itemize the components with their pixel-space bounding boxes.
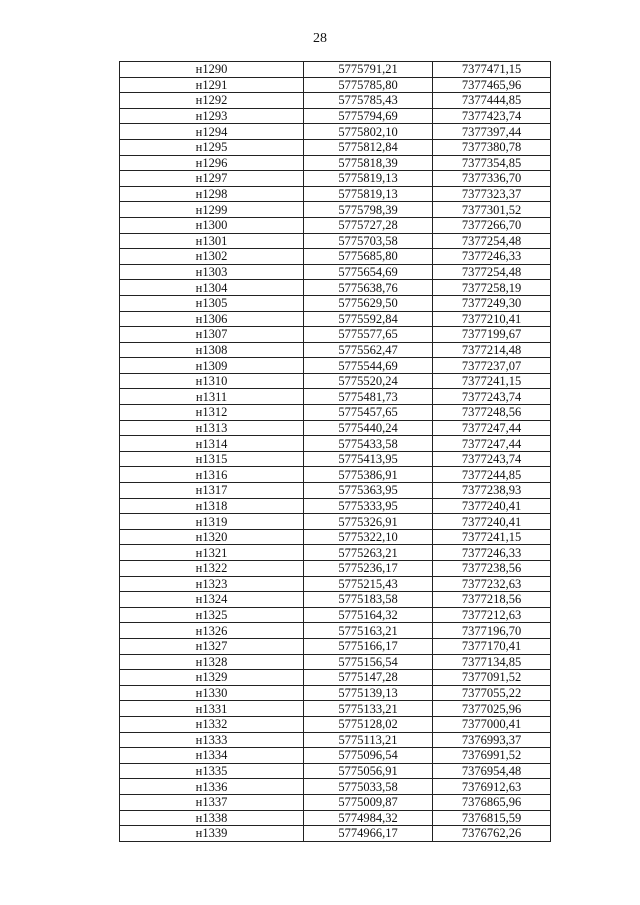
x-coordinate-cell: 5775638,76 [304, 280, 433, 296]
table-row [120, 732, 551, 748]
y-coordinate-cell: 7377237,07 [433, 358, 551, 374]
point-id-cell: н1294 [120, 124, 304, 140]
x-coordinate-cell: 5775654,69 [304, 264, 433, 280]
x-coordinate-cell: 5775033,58 [304, 779, 433, 795]
point-id-cell: н1324 [120, 592, 304, 608]
x-coordinate-cell: 5775794,69 [304, 108, 433, 124]
table-row [120, 155, 551, 171]
y-coordinate-cell: 7377254,48 [433, 264, 551, 280]
table-row [120, 108, 551, 124]
y-coordinate-cell: 7377380,78 [433, 139, 551, 155]
y-coordinate-cell: 7377210,41 [433, 311, 551, 327]
x-coordinate-cell: 5775163,21 [304, 623, 433, 639]
y-coordinate-cell: 7376912,63 [433, 779, 551, 795]
table-row [120, 763, 551, 779]
y-coordinate-cell: 7377243,74 [433, 389, 551, 405]
x-coordinate-cell: 5775263,21 [304, 545, 433, 561]
y-coordinate-cell: 7377000,41 [433, 716, 551, 732]
point-id-cell: н1317 [120, 483, 304, 499]
table-row [120, 389, 551, 405]
point-id-cell: н1339 [120, 826, 304, 842]
table-row [120, 358, 551, 374]
y-coordinate-cell: 7377170,41 [433, 638, 551, 654]
x-coordinate-cell: 5775133,21 [304, 701, 433, 717]
page-number: 28 [313, 31, 327, 46]
table-row [120, 623, 551, 639]
table-row [120, 826, 551, 842]
table-row [120, 327, 551, 343]
y-coordinate-cell: 7377232,63 [433, 576, 551, 592]
point-id-cell: н1336 [120, 779, 304, 795]
table-row [120, 748, 551, 764]
y-coordinate-cell: 7377238,56 [433, 561, 551, 577]
y-coordinate-cell: 7377301,52 [433, 202, 551, 218]
point-id-cell: н1320 [120, 529, 304, 545]
point-id-cell: н1326 [120, 623, 304, 639]
point-id-cell: н1301 [120, 233, 304, 249]
x-coordinate-cell: 5775156,54 [304, 654, 433, 670]
x-coordinate-cell: 5775363,95 [304, 483, 433, 499]
x-coordinate-cell: 5775164,32 [304, 607, 433, 623]
x-coordinate-cell: 5775798,39 [304, 202, 433, 218]
x-coordinate-cell: 5775481,73 [304, 389, 433, 405]
table-row [120, 139, 551, 155]
x-coordinate-cell: 5775128,02 [304, 716, 433, 732]
table-row [120, 93, 551, 109]
point-id-cell: н1338 [120, 810, 304, 826]
x-coordinate-cell: 5775326,91 [304, 514, 433, 530]
x-coordinate-cell: 5775056,91 [304, 763, 433, 779]
y-coordinate-cell: 7377212,63 [433, 607, 551, 623]
x-coordinate-cell: 5775215,43 [304, 576, 433, 592]
y-coordinate-cell: 7377397,44 [433, 124, 551, 140]
point-id-cell: н1330 [120, 685, 304, 701]
point-id-cell: н1297 [120, 171, 304, 187]
table-row [120, 467, 551, 483]
table-row [120, 810, 551, 826]
y-coordinate-cell: 7376993,37 [433, 732, 551, 748]
y-coordinate-cell: 7377247,44 [433, 436, 551, 452]
y-coordinate-cell: 7377218,56 [433, 592, 551, 608]
table-row [120, 405, 551, 421]
x-coordinate-cell: 5775433,58 [304, 436, 433, 452]
x-coordinate-cell: 5775236,17 [304, 561, 433, 577]
point-id-cell: н1296 [120, 155, 304, 171]
x-coordinate-cell: 5775819,13 [304, 171, 433, 187]
point-id-cell: н1309 [120, 358, 304, 374]
y-coordinate-cell: 7377055,22 [433, 685, 551, 701]
point-id-cell: н1298 [120, 186, 304, 202]
y-coordinate-cell: 7376865,96 [433, 794, 551, 810]
x-coordinate-cell: 5775520,24 [304, 373, 433, 389]
x-coordinate-cell: 5774984,32 [304, 810, 433, 826]
point-id-cell: н1303 [120, 264, 304, 280]
point-id-cell: н1311 [120, 389, 304, 405]
point-id-cell: н1315 [120, 451, 304, 467]
table-row [120, 171, 551, 187]
point-id-cell: н1321 [120, 545, 304, 561]
table-row [120, 483, 551, 499]
table-row [120, 592, 551, 608]
table-row [120, 576, 551, 592]
coordinates-table-body [120, 62, 551, 842]
y-coordinate-cell: 7376954,48 [433, 763, 551, 779]
table-row [120, 342, 551, 358]
table-row [120, 545, 551, 561]
point-id-cell: н1333 [120, 732, 304, 748]
table-row [120, 498, 551, 514]
y-coordinate-cell: 7377465,96 [433, 77, 551, 93]
point-id-cell: н1307 [120, 327, 304, 343]
y-coordinate-cell: 7377025,96 [433, 701, 551, 717]
x-coordinate-cell: 5775009,87 [304, 794, 433, 810]
point-id-cell: н1322 [120, 561, 304, 577]
table-row [120, 280, 551, 296]
x-coordinate-cell: 5775333,95 [304, 498, 433, 514]
y-coordinate-cell: 7377244,85 [433, 467, 551, 483]
point-id-cell: н1302 [120, 249, 304, 265]
point-id-cell: н1335 [120, 763, 304, 779]
point-id-cell: н1316 [120, 467, 304, 483]
table-row [120, 264, 551, 280]
table-row [120, 529, 551, 545]
point-id-cell: н1295 [120, 139, 304, 155]
point-id-cell: н1331 [120, 701, 304, 717]
x-coordinate-cell: 5775322,10 [304, 529, 433, 545]
y-coordinate-cell: 7377249,30 [433, 295, 551, 311]
x-coordinate-cell: 5775629,50 [304, 295, 433, 311]
x-coordinate-cell: 5775812,84 [304, 139, 433, 155]
x-coordinate-cell: 5775592,84 [304, 311, 433, 327]
table-row [120, 77, 551, 93]
y-coordinate-cell: 7377258,19 [433, 280, 551, 296]
y-coordinate-cell: 7377423,74 [433, 108, 551, 124]
point-id-cell: н1290 [120, 62, 304, 78]
point-id-cell: н1299 [120, 202, 304, 218]
x-coordinate-cell: 5775818,39 [304, 155, 433, 171]
x-coordinate-cell: 5775544,69 [304, 358, 433, 374]
y-coordinate-cell: 7377134,85 [433, 654, 551, 670]
x-coordinate-cell: 5775785,43 [304, 93, 433, 109]
point-id-cell: н1323 [120, 576, 304, 592]
y-coordinate-cell: 7376991,52 [433, 748, 551, 764]
table-row [120, 561, 551, 577]
point-id-cell: н1337 [120, 794, 304, 810]
x-coordinate-cell: 5775727,28 [304, 217, 433, 233]
table-row [120, 701, 551, 717]
point-id-cell: н1329 [120, 670, 304, 686]
y-coordinate-cell: 7377240,41 [433, 498, 551, 514]
point-id-cell: н1305 [120, 295, 304, 311]
y-coordinate-cell: 7377240,41 [433, 514, 551, 530]
table-row [120, 436, 551, 452]
point-id-cell: н1313 [120, 420, 304, 436]
coordinates-table [119, 61, 551, 842]
y-coordinate-cell: 7377266,70 [433, 217, 551, 233]
point-id-cell: н1327 [120, 638, 304, 654]
y-coordinate-cell: 7377091,52 [433, 670, 551, 686]
table-row [120, 716, 551, 732]
table-row [120, 62, 551, 78]
y-coordinate-cell: 7377243,74 [433, 451, 551, 467]
y-coordinate-cell: 7377214,48 [433, 342, 551, 358]
point-id-cell: н1293 [120, 108, 304, 124]
y-coordinate-cell: 7376762,26 [433, 826, 551, 842]
x-coordinate-cell: 5775413,95 [304, 451, 433, 467]
x-coordinate-cell: 5775139,13 [304, 685, 433, 701]
point-id-cell: н1328 [120, 654, 304, 670]
point-id-cell: н1332 [120, 716, 304, 732]
x-coordinate-cell: 5775802,10 [304, 124, 433, 140]
x-coordinate-cell: 5775577,65 [304, 327, 433, 343]
table-row [120, 685, 551, 701]
point-id-cell: н1306 [120, 311, 304, 327]
table-row [120, 186, 551, 202]
y-coordinate-cell: 7377241,15 [433, 373, 551, 389]
table-row [120, 295, 551, 311]
table-row [120, 514, 551, 530]
point-id-cell: н1292 [120, 93, 304, 109]
y-coordinate-cell: 7377238,93 [433, 483, 551, 499]
y-coordinate-cell: 7377471,15 [433, 62, 551, 78]
y-coordinate-cell: 7377254,48 [433, 233, 551, 249]
x-coordinate-cell: 5775440,24 [304, 420, 433, 436]
y-coordinate-cell: 7377199,67 [433, 327, 551, 343]
y-coordinate-cell: 7377241,15 [433, 529, 551, 545]
table-row [120, 233, 551, 249]
table-row [120, 607, 551, 623]
x-coordinate-cell: 5775703,58 [304, 233, 433, 249]
y-coordinate-cell: 7376815,59 [433, 810, 551, 826]
x-coordinate-cell: 5775113,21 [304, 732, 433, 748]
y-coordinate-cell: 7377248,56 [433, 405, 551, 421]
y-coordinate-cell: 7377336,70 [433, 171, 551, 187]
table-row [120, 217, 551, 233]
point-id-cell: н1300 [120, 217, 304, 233]
point-id-cell: н1319 [120, 514, 304, 530]
point-id-cell: н1308 [120, 342, 304, 358]
x-coordinate-cell: 5775785,80 [304, 77, 433, 93]
point-id-cell: н1318 [120, 498, 304, 514]
point-id-cell: н1291 [120, 77, 304, 93]
x-coordinate-cell: 5775562,47 [304, 342, 433, 358]
x-coordinate-cell: 5775685,80 [304, 249, 433, 265]
x-coordinate-cell: 5775183,58 [304, 592, 433, 608]
point-id-cell: н1314 [120, 436, 304, 452]
y-coordinate-cell: 7377196,70 [433, 623, 551, 639]
x-coordinate-cell: 5774966,17 [304, 826, 433, 842]
point-id-cell: н1310 [120, 373, 304, 389]
point-id-cell: н1312 [120, 405, 304, 421]
y-coordinate-cell: 7377354,85 [433, 155, 551, 171]
table-row [120, 670, 551, 686]
point-id-cell: н1325 [120, 607, 304, 623]
table-row [120, 373, 551, 389]
y-coordinate-cell: 7377246,33 [433, 545, 551, 561]
table-row [120, 794, 551, 810]
y-coordinate-cell: 7377247,44 [433, 420, 551, 436]
table-row [120, 420, 551, 436]
x-coordinate-cell: 5775791,21 [304, 62, 433, 78]
table-row [120, 202, 551, 218]
table-row [120, 654, 551, 670]
x-coordinate-cell: 5775166,17 [304, 638, 433, 654]
y-coordinate-cell: 7377444,85 [433, 93, 551, 109]
point-id-cell: н1334 [120, 748, 304, 764]
y-coordinate-cell: 7377323,37 [433, 186, 551, 202]
x-coordinate-cell: 5775457,65 [304, 405, 433, 421]
table-row [120, 124, 551, 140]
point-id-cell: н1304 [120, 280, 304, 296]
table-row [120, 311, 551, 327]
table-row [120, 451, 551, 467]
x-coordinate-cell: 5775096,54 [304, 748, 433, 764]
table-row [120, 779, 551, 795]
table-row [120, 638, 551, 654]
x-coordinate-cell: 5775819,13 [304, 186, 433, 202]
table-row [120, 249, 551, 265]
y-coordinate-cell: 7377246,33 [433, 249, 551, 265]
x-coordinate-cell: 5775147,28 [304, 670, 433, 686]
x-coordinate-cell: 5775386,91 [304, 467, 433, 483]
